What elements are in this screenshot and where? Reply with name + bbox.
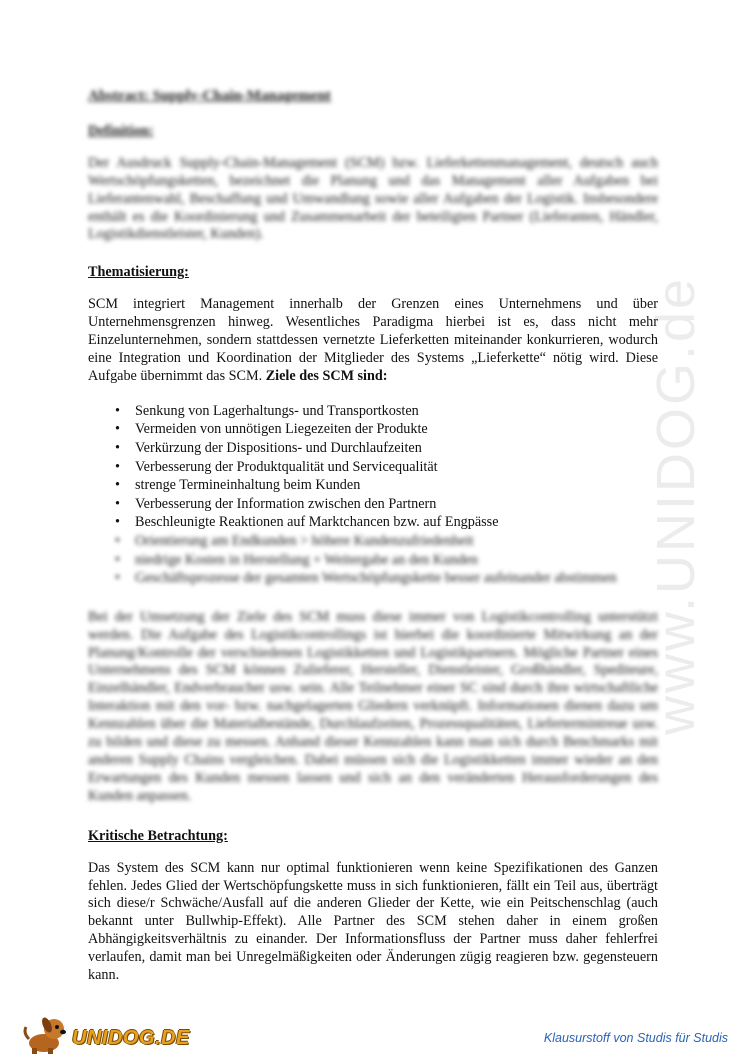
thematisierung-body: SCM integriert Management innerhalb der Grenzen eines Unternehmens und über Unternehmensgrenzen hinweg. Wesentliches Paradigma hierbei ist es, dass nicht mehr Einzelunternehmen, sondern stattdessen vernetzte Lieferketten miteinander konkurrieren, wodurch eine Integration und Koordination der Mitglieder des Systems „Lieferkette“ nötig wird. Diese Aufgabe übernimmt das SCM. [88, 296, 658, 384]
section-kritik [88, 828, 658, 985]
unidog-logo[interactable] [22, 1015, 190, 1053]
watermark: www.UNIDOG.de [646, 275, 706, 735]
list-item: • Verkürzung der Dispositions- und Durchlaufzeiten [115, 439, 658, 458]
document-content [88, 88, 658, 1007]
logo-text: UNIDOG.DE [72, 1027, 190, 1049]
footer-tagline: Klausurstoff von Studis für Studis [543, 1031, 728, 1045]
definition-text: Der Ausdruck Supply-Chain-Management (SCM) bzw. Lieferkettenmanagement, deutsch auch Wertschöpfungsketten, bezeichnet die Planung und das Management aller Aufgaben bei Lieferantenwahl, Beschaffung und Umwandlung sowie aller Aufgaben der Logistik. Insbesondere enthält es die Koordinierung und Zusammenarbeit der beteiligten Partner (Lieferanten, Händler, Logistikdienstleister, Kunden). [88, 154, 658, 243]
goals-list [88, 402, 658, 532]
list-item: • niedrige Kosten in Herstellung + Weitergabe an den Kunden [115, 551, 658, 570]
list-item: • strenge Termineinhaltung beim Kunden [115, 476, 658, 495]
thematisierung-text [88, 296, 658, 386]
list-item: • Geschäftsprozesse der gesamten Wertschöpfungskette besser aufeinander abstimmen [115, 569, 658, 588]
list-item: • Senkung von Lagerhaltungs- und Transportkosten [115, 402, 658, 421]
list-item: • Beschleunigte Reaktionen auf Marktchancen bzw. auf Engpässe [115, 513, 658, 532]
list-item: • Vermeiden von unnötigen Liegezeiten der Produkte [115, 420, 658, 439]
kritik-heading: Kritische Betrachtung: [88, 827, 228, 844]
section-thematisierung [88, 264, 658, 805]
list-item: • Verbesserung der Information zwischen den Partnern [115, 495, 658, 514]
list-item: • Verbesserung der Produktqualität und Servicequalität [115, 458, 658, 477]
list-item: • Orientierung am Endkunden > höhere Kundenzufriedenheit [115, 532, 658, 551]
kritik-text: Das System des SCM kann nur optimal funktionieren wenn keine Spezifikationen des Ganzen fehlen. Jedes Glied der Wertschöpfungskette muss in sich funktionieren, fällt ein Teil aus, überträgt sich diese/r Schwäche/Ausfall auf die anderen Glieder der Kette, wie ein Peitschenschlag (auch bekannt unter Bullwhip-Effekt). Alle Partner des SCM stehen daher in einem großen Abhängigkeitsverhältnis zu einander. Der Informationsfluss der Partner muss daher fehlerfrei verlaufen, damit man bei Unregelmäßigkeiten oder Änderungen zügig reagieren bzw. gegensteuern kann. [88, 859, 658, 984]
goals-list-blurred [88, 532, 658, 588]
thematisierung-heading: Thematisierung: [88, 264, 189, 281]
definition-heading: Definition: [88, 122, 154, 139]
document-title: Abstract: Supply-Chain-Management [88, 88, 331, 104]
goals-label: Ziele des SCM sind: [265, 367, 388, 384]
section-definition [88, 123, 658, 244]
logistics-controlling-paragraph: Bei der Umsetzung der Ziele des SCM muss diese immer von Logistikcontrolling unterstützt werden. Die Aufgabe des Logistikcontrollings ist hierbei die koordinierte Mitwirkung an der Planung/Kontrolle der verschiedenen Logistikketten und Logistikpartnern. Mögliche Partner eines Unternehmens des SCM können Zulieferer, Hersteller, Dienstleister, Großhändler, Spediteure, Einzelhändler, Endverbraucher usw. sein. Alle Teilnehmer einer SC sind durch ihre wirtschaftliche Interaktion mit den vor- bzw. nachgelagerten Gliedern verknüpft. Informationen dienen dazu um Kennzahlen über die Materialbestände, Durchlaufzeiten, Prozessqualitäten, Liefertermintreue usw. zu bilden und diese zu messen. Anhand dieser Kennzahlen kann man sich durch Benchmarks mit anderen Supply Chains vergleichen. Dabei müssen sich die Logistikketten immer wieder an den Erwartungen des Kunden messen lassen und sich an den veränderten Herausforderungen des Kunden anpassen. [88, 608, 658, 804]
dog-mascot-icon [22, 1015, 74, 1055]
